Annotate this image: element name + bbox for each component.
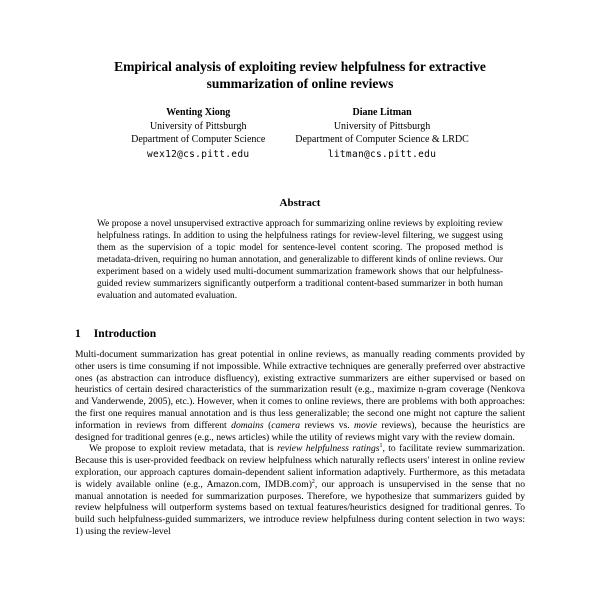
author-column xyxy=(295,106,469,161)
body-paragraph: Multi-document summarization has great potential in online reviews, as manually reading comments provided by other users is time consuming if not impossible. While extractive techniques are generally preferred over abstractive ones (as abstraction can introduce disfluency), existing extractive summarizers are either supervised or based on heuristics of certain desired characteristics of the summarization result (e.g., maximize n-gram coverage (Nenkova and Vanderwende, 2005), etc.). However, when it comes to online reviews, there are problems with both approaches: the first one requires manual annotation and is thus less generalizable; the second one might not capture the salient information in reviews from different domains (camera reviews vs. movie reviews), because the heuristics are designed for traditional genres (e.g., news articles) while the utility of reviews might vary with the review domain. xyxy=(75,349,525,443)
author-affiliation: Department of Computer Science & LRDC xyxy=(295,134,469,145)
authors-block xyxy=(75,106,525,161)
abstract-text: We propose a novel unsupervised extractive approach for summarizing online reviews by exploiting review helpfulness ratings. In addition to using the helpfulness ratings for review-level filtering, we suggest using them as the supervision of a topic model for sentence-level content scoring. The proposed method is metadata-driven, requiring no human annotation, and generalizable to different kinds of online reviews. Our experiment based on a widely used multi-document summarization framework shows that our helpfulness-guided review summarizers significantly outperform a traditional content-based summarizer in both human evaluation and automated evaluation. xyxy=(97,219,503,301)
body-paragraph: We propose to exploit review metadata, that is review helpfulness ratings$^1$, to facilitate review summarization. Because this is user-provided feedback on review helpfulness which naturally reflects users' interest in online review exploration, our approach captures domain-dependent salient information adaptively. Furthermore, as this metadata is widely available online (e.g., Amazon.com, IMDB.com)$^2$, our approach is unsupervised in the sense that no manual annotation is needed for summarization purposes. Therefore, we hypothesize that summarizers guided by review helpfulness will outperform systems based on textual features/heuristics designed for traditional genres. To build such helpfulness-guided summarizers, we introduce review helpfulness during content selection in two ways: 1) using the review-level xyxy=(75,443,525,537)
paper-title: Empirical analysis of exploiting review helpfulness for extractive summarization of online reviews xyxy=(114,59,486,91)
author-affiliation: Department of Computer Science xyxy=(131,134,266,145)
section-title: Introduction xyxy=(93,328,157,340)
section-number: 1 xyxy=(75,328,81,340)
author-affiliation: University of Pittsburgh xyxy=(149,120,247,132)
section-heading xyxy=(75,328,525,340)
abstract-section xyxy=(75,197,525,302)
author-email: wex12@cs.pitt.edu xyxy=(147,148,250,160)
author-column xyxy=(131,106,265,161)
author-name: Wenting Xiong xyxy=(166,107,231,118)
author-affiliation: University of Pittsburgh xyxy=(333,120,431,132)
author-email: litman@cs.pitt.edu xyxy=(327,148,437,160)
abstract-heading: Abstract xyxy=(279,197,321,209)
author-name: Diane Litman xyxy=(352,107,412,118)
